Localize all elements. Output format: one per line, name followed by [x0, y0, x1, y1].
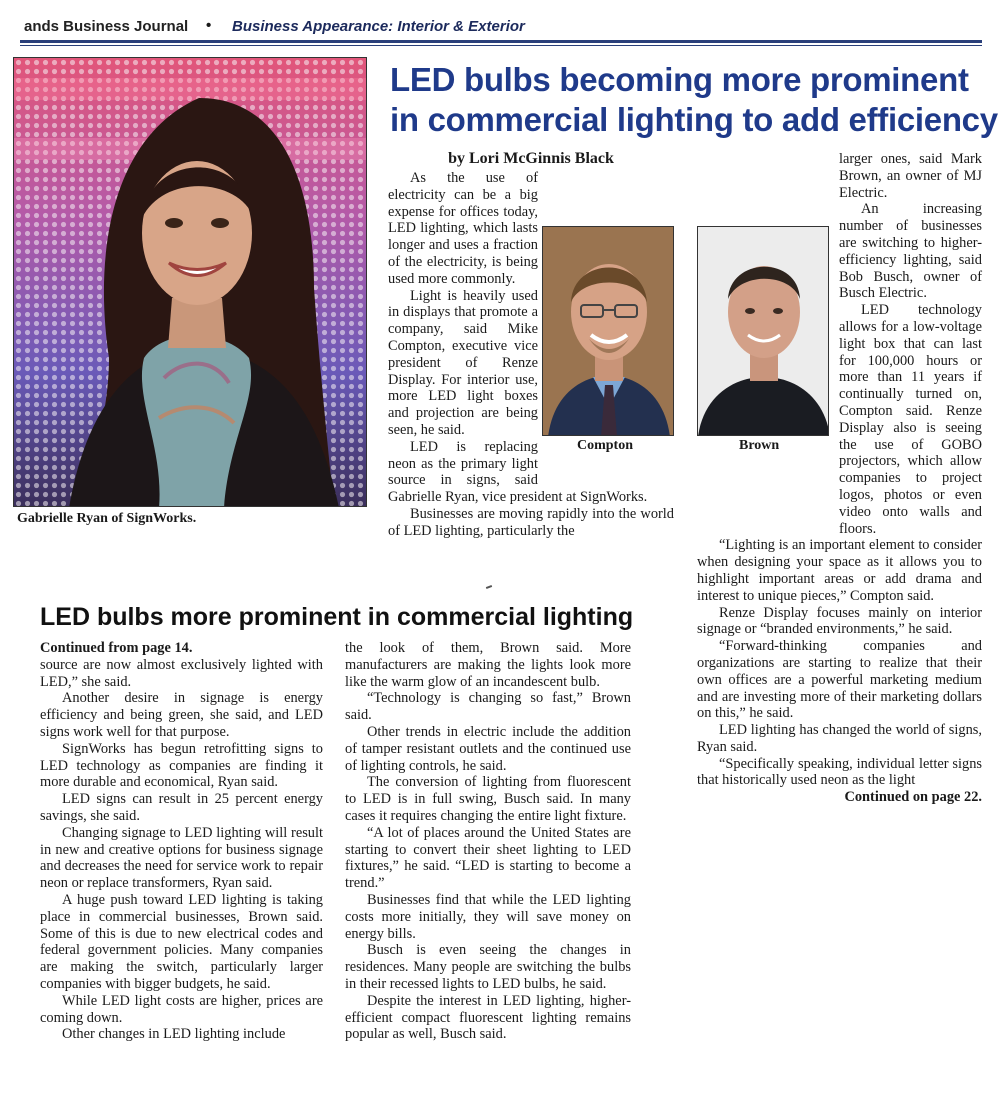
running-header	[20, 14, 982, 40]
paragraph: Another desire in signage is energy efficiency and being green, she said, and LED signs work well for that purpose.	[40, 690, 323, 740]
header-rule	[20, 40, 982, 43]
paragraph: the look of them, Brown said. More manufacturers are making the lights look more like the warm glow of an incandescent bulb.	[345, 640, 631, 690]
paragraph: While LED light costs are higher, prices are coming down.	[40, 992, 323, 1026]
header-rule-thin	[20, 45, 982, 46]
continuation-headline: LED bulbs more prominent in commercial lighting	[40, 603, 634, 631]
paragraph: The conversion of lighting from fluorescent to LED is in full swing, Busch said. In many cases it requires changing the entire light fixture.	[345, 774, 631, 824]
paragraph: As the use of electricity can be a big expense for offices today, LED lighting, which lasts longer and uses a fraction of the electricity, is being used more commonly.	[388, 170, 538, 287]
paragraph: LED signs can result in 25 percent energy savings, she said.	[40, 791, 323, 824]
paragraph: Other changes in LED lighting include	[62, 1026, 286, 1043]
article-headline	[390, 60, 998, 140]
photo-gabrielle-ryan	[13, 57, 367, 507]
paragraph: “Forward-thinking companies and organizations are starting to realize that their own offices are a powerful marketing medium and are investing more of their marketing dollars on this,” he said.	[697, 638, 982, 722]
paragraph: Light is heavily used in displays that promote a company, said Mike Compton, executive vice president of Renze Display. For interior use, more LED light boxes and projection are being seen, he said.	[388, 287, 538, 438]
paragraph: Other trends in electric include the addition of tamper resistant outlets and the continued use of lighting controls, he said.	[345, 723, 631, 774]
paragraph: Despite the interest in LED lighting, higher-efficient compact fluorescent lighting remains popular as well, Busch said.	[345, 992, 631, 1043]
paragraph: Busch is even seeing the changes in residences. Many people are switching the bulbs in their recessed lights to LED bulbs, he said.	[345, 942, 631, 992]
photo-space-brown	[697, 219, 839, 525]
paragraph: Businesses find that while the LED lighting costs more initially, they will save money on energy bills.	[345, 891, 631, 942]
paragraph: “Lighting is an important element to consider when designing your space as it allows you to highlight important areas or add drama and interest to unique pieces,” Compton said.	[697, 537, 982, 604]
paragraph: LED lighting has changed the world of signs, Ryan said.	[697, 722, 982, 755]
photo-space-compton	[538, 170, 674, 476]
paragraph: Renze Display focuses mainly on interior signage or “branded environments,” he said.	[697, 604, 982, 638]
paragraph: LED technology allows for a low-voltage light box that can last for 100,000 hours or more than 11 years if continually turned on, Compton said. Renze Display also is seeing the use of GOBO projectors, which allow companies to project logos, photos or even video onto walls and floors.	[839, 302, 982, 537]
paragraph: A huge push toward LED lighting is taking place in commercial businesses, Brown said. Some of this is due to new electrical codes and federal government policies. Many companies are making the switch, particularly larger companies with bigger budgets, he said.	[40, 891, 323, 992]
paragraph: “Technology is changing so fast,” Brown said.	[345, 690, 631, 724]
publication-name: ands Business Journal	[24, 18, 189, 35]
caption-brown: Brown	[739, 438, 780, 453]
paragraph: SignWorks has begun retrofitting signs to LED technology as companies are finding it more durable and economical, Ryan said.	[40, 740, 323, 791]
byline: by Lori McGinnis Black	[448, 150, 614, 167]
continued-from-label: Continued from page 14.	[40, 640, 193, 656]
continued-on-label: Continued on page 22.	[844, 789, 982, 806]
article-column-2	[697, 151, 982, 806]
header-bullet: •	[206, 17, 212, 34]
portrait-ryan-illustration	[14, 58, 367, 507]
print-speck	[486, 585, 492, 589]
paragraph: Changing signage to LED lighting will result in new and creative options for business signage and decreases the need for service work to repair neon or replace transformers, Ryan said.	[40, 824, 323, 892]
continuation-column-1	[40, 640, 323, 1043]
paragraph: source are now almost exclusively lighted with LED,” she said.	[40, 656, 323, 690]
paragraph: “A lot of places around the United States are starting to convert their sheet lighting to LED fixtures,” he said. “LED is starting to become a trend.”	[345, 824, 631, 892]
caption-ryan: Gabrielle Ryan of SignWorks.	[17, 511, 197, 526]
headline-line-1: LED bulbs becoming more prominent	[390, 61, 969, 98]
headline-line-2: in commercial lighting to add efficiency	[390, 101, 998, 138]
section-title: Business Appearance: Interior & Exterior	[232, 18, 525, 35]
paragraph: An increasing number of businesses are switching to higher-efficiency lighting, said Bob Busch, owner of Busch Electric.	[839, 201, 982, 302]
paragraph: Businesses are moving rapidly into the world of LED lighting, particularly the	[388, 505, 674, 539]
paragraph: LED is replacing neon as the primary light source in signs, said Gabrielle Ryan, vice president at SignWorks.	[388, 438, 648, 506]
paragraph: larger ones, said Mark Brown, an owner of MJ Electric.	[839, 151, 982, 201]
continuation-column-2	[345, 640, 631, 1043]
article-column-1	[388, 150, 674, 540]
paragraph: “Specifically speaking, individual letter signs that historically used neon as the light	[697, 755, 982, 789]
caption-compton: Compton	[577, 438, 634, 453]
